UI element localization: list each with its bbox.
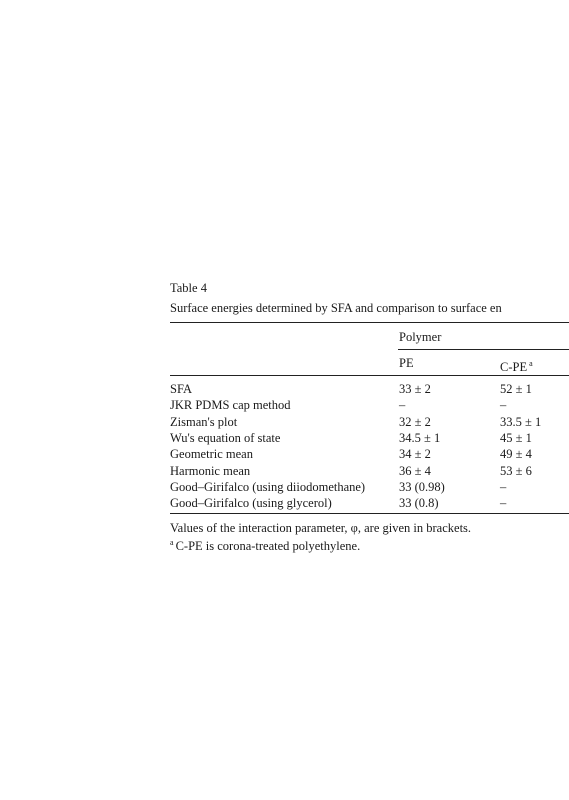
table-cell-pe: 33 (0.8)	[399, 496, 439, 511]
table-row-label: Good–Girifalco (using glycerol)	[170, 496, 332, 511]
table-cell-cpe: 49 ± 4	[500, 447, 532, 462]
table-row-label: Zisman's plot	[170, 414, 238, 429]
table-row-label: SFA	[170, 382, 193, 396]
footnote-mark: a	[170, 538, 174, 548]
footnote-text: C-PE is corona-treated polyethylene.	[175, 539, 361, 554]
group-header-rule	[398, 349, 569, 350]
table-cell-pe: –	[399, 398, 406, 413]
table-cell-pe: 33 (0.98)	[399, 479, 445, 494]
table-cell-pe: 34 ± 2	[399, 447, 431, 462]
column-header-pe-label: PE	[399, 356, 414, 370]
table-cell-cpe: –	[500, 479, 507, 494]
footnote-cpe	[170, 538, 360, 554]
table-cell-cpe: –	[500, 496, 507, 511]
table-top-rule	[170, 322, 569, 323]
table-row-label: Geometric mean	[170, 447, 253, 462]
table-cell-pe: 33 ± 2	[399, 382, 431, 396]
column-header-cpe	[500, 356, 533, 375]
table-bottom-rule	[170, 513, 569, 514]
table-row-label: Good–Girifalco (using diiodomethane)	[170, 479, 366, 494]
table-cell-cpe: 33.5 ± 1	[500, 414, 542, 429]
column-header-pe	[399, 356, 414, 371]
table-label: Table 4	[170, 281, 207, 295]
group-header: Polymer	[399, 330, 442, 344]
table-cell-pe: 32 ± 2	[399, 414, 431, 429]
table-cell-cpe: 45 ± 1	[500, 430, 532, 445]
table-row-label: Wu's equation of state	[170, 430, 281, 445]
footnote-interaction-parameter	[170, 521, 471, 536]
table-cell-cpe: –	[500, 398, 507, 413]
footnote-text: Values of the interaction parameter, φ, are given in brackets.	[170, 521, 472, 536]
column-header-cpe-label: C-PE	[500, 360, 528, 374]
header-bottom-rule	[170, 375, 569, 376]
table-cell-cpe: 52 ± 1	[500, 382, 532, 396]
table-caption: Surface energies determined by SFA and comparison to surface en	[170, 301, 502, 315]
column-header-cpe-footnote-mark: a	[529, 359, 533, 368]
table-cell-cpe: 53 ± 6	[500, 463, 532, 478]
table-cell-pe: 36 ± 4	[399, 463, 431, 478]
table-row-label: JKR PDMS cap method	[170, 398, 291, 413]
table-row-label: Harmonic mean	[170, 463, 251, 478]
table-cell-pe: 34.5 ± 1	[399, 430, 441, 445]
